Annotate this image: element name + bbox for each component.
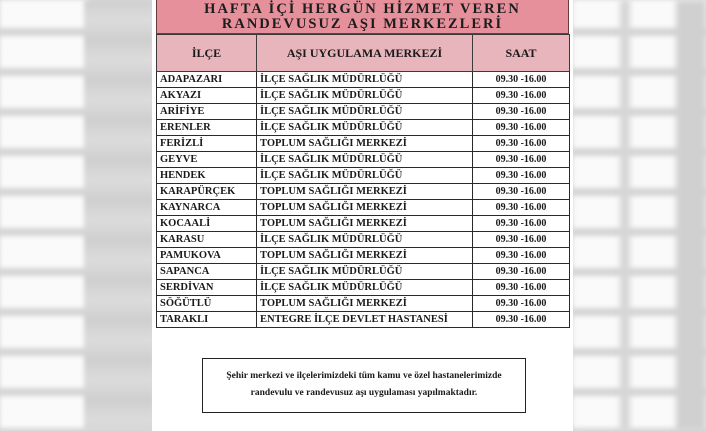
title-band [156, 0, 569, 34]
cell-ilce: AKYAZI [157, 88, 257, 104]
header-asi-merkezi: AŞI UYGULAMA MERKEZİ [257, 35, 473, 72]
note-line-1: Şehir merkezi ve ilçelerimizdeki tüm kamu ve özel hastanelerimizde [226, 371, 502, 381]
cell-ilce: KARAPÜRÇEK [157, 184, 257, 200]
table-row [157, 88, 570, 104]
cell-saat: 09.30 -16.00 [473, 120, 570, 136]
cell-saat: 09.30 -16.00 [473, 216, 570, 232]
cell-ilce: TARAKLI [157, 312, 257, 328]
cell-merkez: İLÇE SAĞLIK MÜDÜRLÜĞÜ [257, 88, 473, 104]
cell-merkez: TOPLUM SAĞLIĞI MERKEZİ [257, 296, 473, 312]
cell-ilce: ADAPAZARI [157, 72, 257, 88]
cell-ilce: PAMUKOVA [157, 248, 257, 264]
cell-ilce: SERDİVAN [157, 280, 257, 296]
cell-saat: 09.30 -16.00 [473, 248, 570, 264]
blurred-background-left-strip [84, 0, 154, 431]
cell-ilce: ARİFİYE [157, 104, 257, 120]
cell-ilce: GEYVE [157, 152, 257, 168]
cell-saat: 09.30 -16.00 [473, 136, 570, 152]
cell-saat: 09.30 -16.00 [473, 296, 570, 312]
cell-saat: 09.30 -16.00 [473, 104, 570, 120]
cell-saat: 09.30 -16.00 [473, 312, 570, 328]
table-row [157, 104, 570, 120]
header-saat: SAAT [473, 35, 570, 72]
table-row [157, 296, 570, 312]
table-row [157, 280, 570, 296]
cell-merkez: TOPLUM SAĞLIĞI MERKEZİ [257, 216, 473, 232]
cell-merkez: TOPLUM SAĞLIĞI MERKEZİ [257, 184, 473, 200]
table-header-row [157, 35, 570, 72]
cell-saat: 09.30 -16.00 [473, 88, 570, 104]
table-row [157, 72, 570, 88]
cell-saat: 09.30 -16.00 [473, 232, 570, 248]
cell-ilce: KARASU [157, 232, 257, 248]
note-line-2: randevulu ve randevusuz aşı uygulaması yapılmaktadır. [250, 388, 478, 398]
table-row [157, 184, 570, 200]
table-row [157, 168, 570, 184]
cell-saat: 09.30 -16.00 [473, 168, 570, 184]
cell-ilce: SÖĞÜTLÜ [157, 296, 257, 312]
cell-merkez: ENTEGRE İLÇE DEVLET HASTANESİ [257, 312, 473, 328]
cell-merkez: İLÇE SAĞLIK MÜDÜRLÜĞÜ [257, 232, 473, 248]
cell-ilce: ERENLER [157, 120, 257, 136]
cell-merkez: TOPLUM SAĞLIĞI MERKEZİ [257, 200, 473, 216]
blurred-background-left [0, 0, 90, 431]
cell-merkez: İLÇE SAĞLIK MÜDÜRLÜĞÜ [257, 168, 473, 184]
table-row [157, 152, 570, 168]
cell-merkez: İLÇE SAĞLIK MÜDÜRLÜĞÜ [257, 72, 473, 88]
cell-saat: 09.30 -16.00 [473, 264, 570, 280]
vaccination-centers-table [156, 34, 570, 328]
cell-merkez: TOPLUM SAĞLIĞI MERKEZİ [257, 248, 473, 264]
blurred-background-right-divider [620, 0, 630, 431]
table-row [157, 120, 570, 136]
cell-merkez: İLÇE SAĞLIK MÜDÜRLÜĞÜ [257, 152, 473, 168]
cell-saat: 09.30 -16.00 [473, 200, 570, 216]
table-row [157, 312, 570, 328]
cell-ilce: FERİZLİ [157, 136, 257, 152]
cell-saat: 09.30 -16.00 [473, 280, 570, 296]
title-line-2: RANDEVUSUZ AŞI MERKEZLERİ [221, 16, 504, 32]
cell-merkez: İLÇE SAĞLIK MÜDÜRLÜĞÜ [257, 264, 473, 280]
cell-merkez: İLÇE SAĞLIK MÜDÜRLÜĞÜ [257, 120, 473, 136]
cell-ilce: SAPANCA [157, 264, 257, 280]
vaccination-centers-document [152, 0, 573, 431]
header-ilce: İLÇE [157, 35, 257, 72]
info-note-box [202, 358, 526, 413]
cell-ilce: HENDEK [157, 168, 257, 184]
cell-merkez: TOPLUM SAĞLIĞI MERKEZİ [257, 136, 473, 152]
title-line-1: HAFTA İÇİ HERGÜN HİZMET VEREN [204, 1, 521, 17]
table-row [157, 248, 570, 264]
cell-ilce: KAYNARCA [157, 200, 257, 216]
table-row [157, 200, 570, 216]
cell-saat: 09.30 -16.00 [473, 72, 570, 88]
table-row [157, 216, 570, 232]
cell-ilce: KOCAALİ [157, 216, 257, 232]
table-row [157, 232, 570, 248]
cell-saat: 09.30 -16.00 [473, 184, 570, 200]
cell-merkez: İLÇE SAĞLIK MÜDÜRLÜĞÜ [257, 280, 473, 296]
blurred-background-right-edge [676, 0, 706, 431]
cell-saat: 09.30 -16.00 [473, 152, 570, 168]
table-row [157, 136, 570, 152]
cell-merkez: İLÇE SAĞLIK MÜDÜRLÜĞÜ [257, 104, 473, 120]
table-row [157, 264, 570, 280]
